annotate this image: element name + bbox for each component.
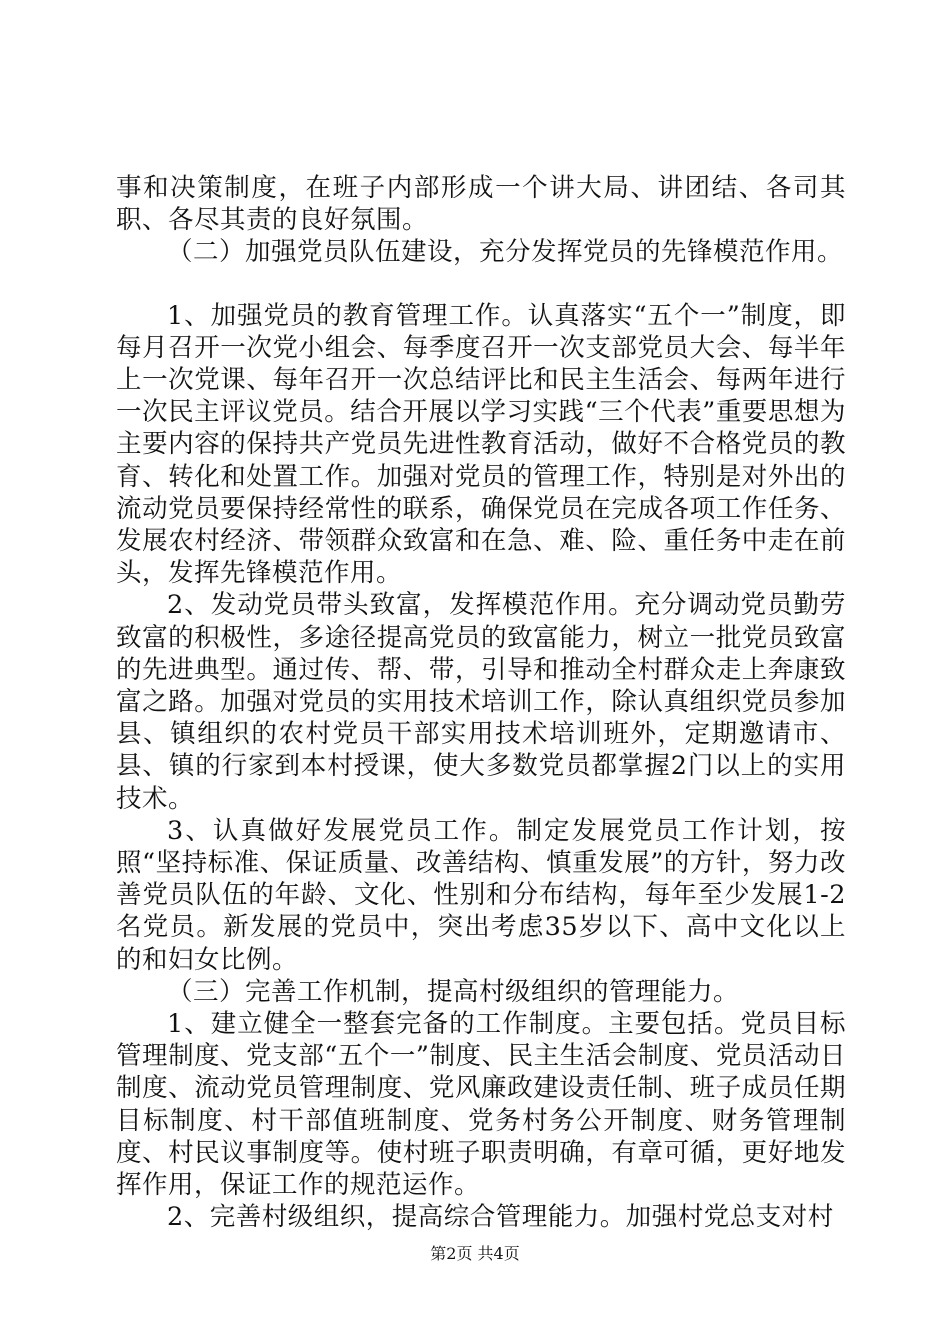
section-heading-3: （三）完善工作机制，提高村级组织的管理能力。 — [167, 976, 740, 1007]
document-body — [116, 172, 846, 1234]
section-heading-2: （二）加强党员队伍建设，充分发挥党员的先锋模范作用。 — [167, 237, 844, 268]
paragraph-continuation: 事和决策制度，在班子内部形成一个讲大局、讲团结、各司其职、各尽其责的良好氛围。 — [116, 173, 846, 236]
paragraph-item-3-2: 2、完善村级组织，提高综合管理能力。加强村党总支对村 — [167, 1202, 834, 1233]
paragraph-item-2-3: 3、认真做好发展党员工作。制定发展党员工作计划，按照“坚持标准、保证质量、改善结构、慎重发展”的方针，努力改善党员队伍的年龄、文化、性别和分布结构，每年至少发展1-2名党员。新发展的党员中，突出考虑35岁以下、高中文化以上的和妇女比例。 — [116, 815, 846, 975]
page-footer: 第2页 共4页 — [430, 1244, 520, 1263]
paragraph-item-2-2: 2、发动党员带头致富，发挥模范作用。充分调动党员勤劳致富的积极性，多途径提高党员的致富能力，树立一批党员致富的先进典型。通过传、帮、带，引导和推动全村群众走上奔康致富之路。加强对党员的实用技术培训工作，除认真组织党员参加县、镇组织的农村党员干部实用技术培训班外，定期邀请市、县、镇的行家到本村授课，使大多数党员都掌握2门以上的实用技术。 — [116, 590, 846, 814]
paragraph-item-3-1: 1、建立健全一整套完备的工作制度。主要包括。党员目标管理制度、党支部“五个一”制度、民主生活会制度、党员活动日制度、流动党员管理制度、党风廉政建设责任制、班子成员任期目标制度、村干部值班制度、党务村务公开制度、财务管理制度、村民议事制度等。使村班子职责明确，有章可循，更好地发挥作用，保证工作的规范运作。 — [116, 1009, 846, 1201]
paragraph-item-2-1: 1、加强党员的教育管理工作。认真落实“五个一”制度，即每月召开一次党小组会、每季度召开一次支部党员大会、每半年上一次党课、每年召开一次总结评比和民主生活会、每两年进行一次民主评议党员。结合开展以学习实践“三个代表”重要思想为主要内容的保持共产党员先进性教育活动，做好不合格党员的教育、转化和处置工作。加强对党员的管理工作，特别是对外出的流动党员要保持经常性的联系，确保党员在完成各项工作任务、发展农村经济、带领群众致富和在急、难、险、重任务中走在前头，发挥先锋模范作用。 — [116, 300, 846, 589]
